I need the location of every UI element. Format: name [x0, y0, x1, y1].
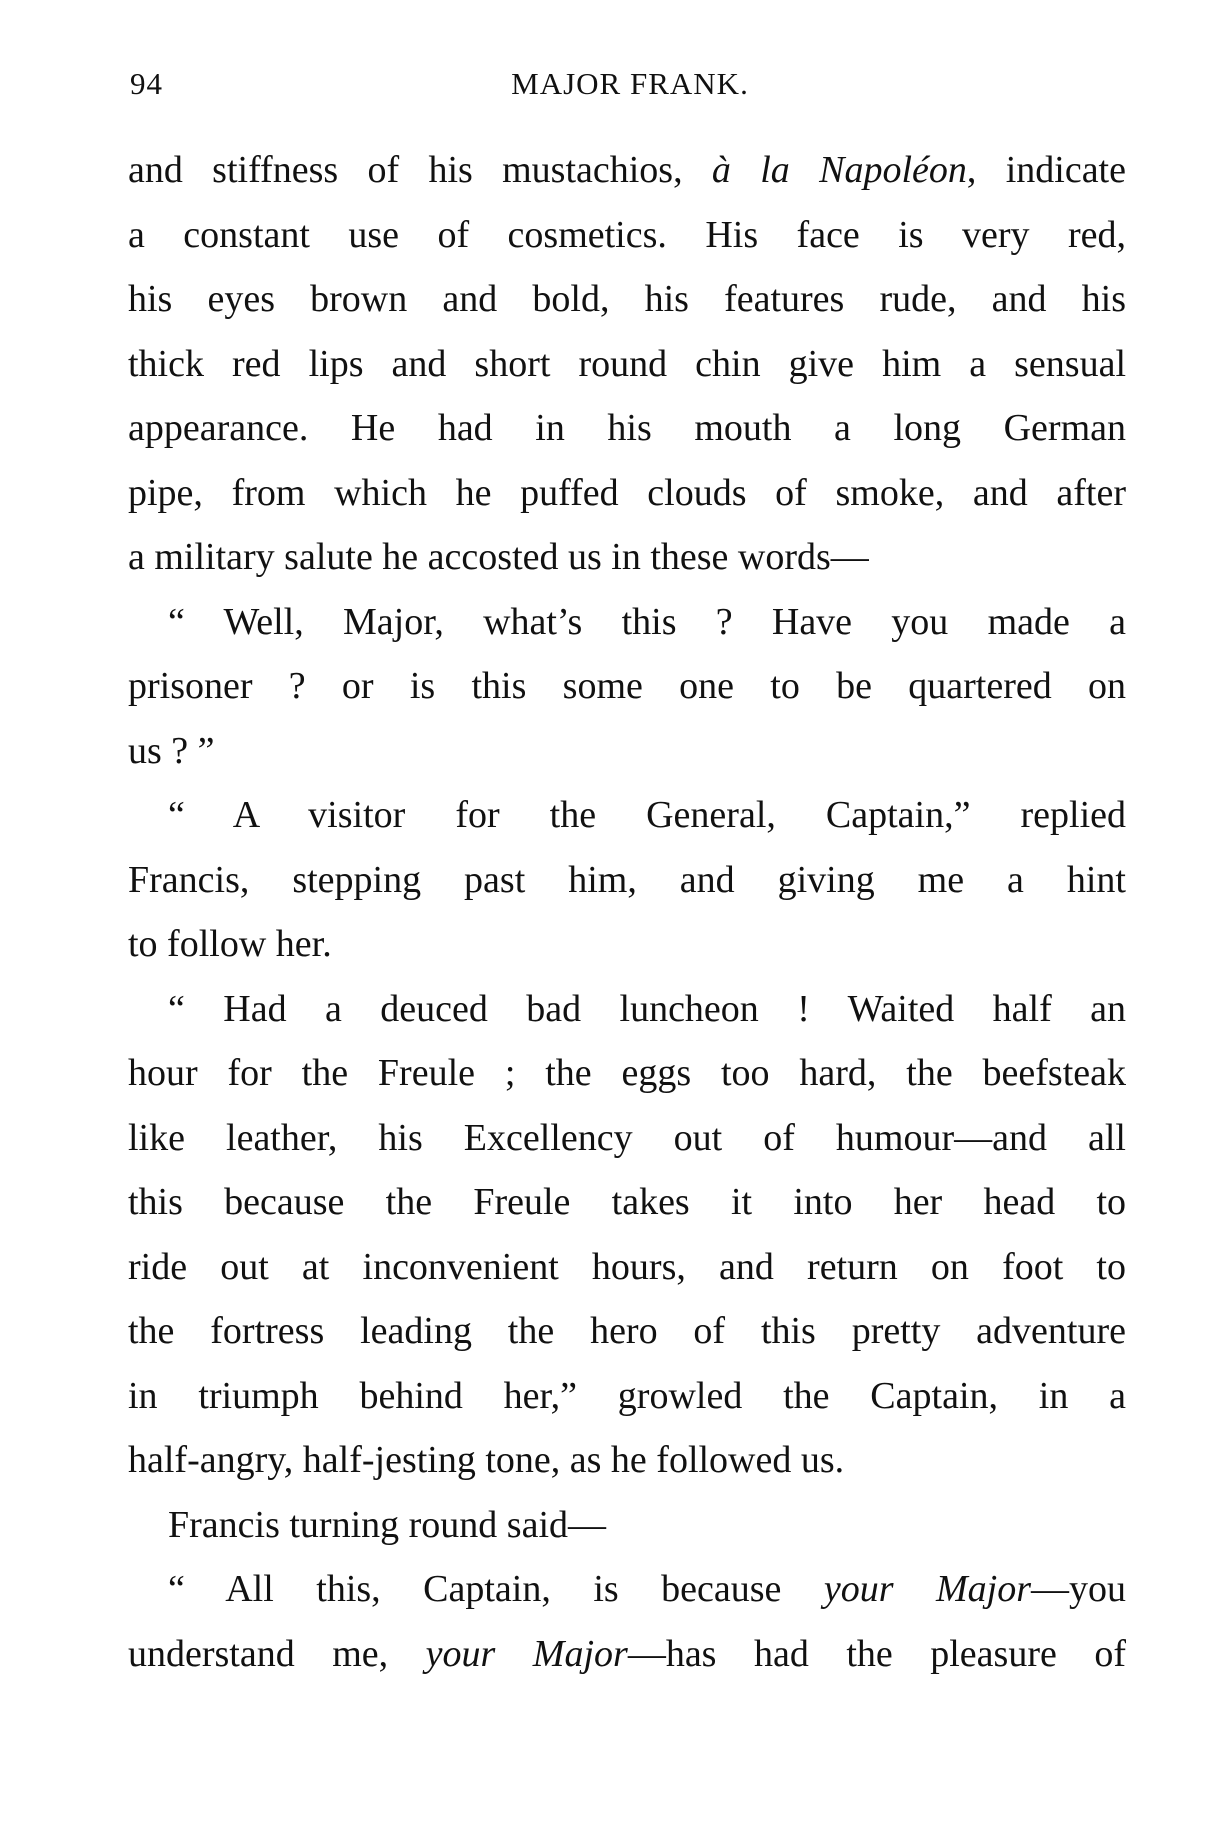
italic-phrase: à la Napoléon: [711, 149, 967, 191]
text-line: to follow her.: [128, 923, 332, 965]
text-line: Francis, stepping past him, and giving me a hint: [128, 858, 1126, 901]
text-line: his eyes brown and bold, his features rude, and his: [128, 278, 1126, 320]
text-line: half-angry, half-jesting tone, as he followed us.: [128, 1439, 845, 1481]
running-head: [130, 66, 1130, 110]
text-line: the fortress leading the hero of this pretty adventure: [128, 1310, 1126, 1352]
text-line: understand me, your Major—has had the pleasure of: [128, 1632, 1126, 1675]
text-line: this because the Freule takes it into her head to: [128, 1181, 1126, 1223]
text-line: and stiffness of his mustachios, à la Napoléon, indicate: [128, 149, 1126, 191]
text-line: pipe, from which he puffed clouds of smoke, and after: [128, 471, 1126, 514]
text-line: “ Well, Major, what’s this ? Have you made a: [168, 600, 1126, 643]
italic-phrase: your Major: [425, 1632, 628, 1675]
text-line: thick red lips and short round chin give him a sensual: [128, 342, 1126, 385]
page-number: 94: [130, 66, 163, 101]
italic-phrase: your Major: [823, 1568, 1032, 1610]
text-line: “ Had a deuced bad luncheon ! Waited half an: [168, 987, 1126, 1030]
text-line: “ All this, Captain, is because your Major—you: [168, 1568, 1126, 1610]
text-line: a military salute he accosted us in these words—: [128, 536, 869, 578]
text-line: ride out at inconvenient hours, and return on foot to: [128, 1245, 1126, 1288]
text-line: like leather, his Excellency out of humour—and all: [128, 1116, 1126, 1159]
running-title: MAJOR FRANK.: [511, 66, 749, 101]
text-line: appearance. He had in his mouth a long German: [128, 407, 1126, 449]
text-line: Francis turning round said—: [168, 1503, 607, 1546]
text-line: “ A visitor for the General, Captain,” replied: [168, 794, 1126, 836]
text-line: in triumph behind her,” growled the Captain, in a: [128, 1374, 1126, 1417]
body-text: [128, 138, 1126, 1686]
text-line: prisoner ? or is this some one to be quartered on: [128, 665, 1126, 707]
text-line: a constant use of cosmetics. His face is very red,: [128, 213, 1126, 256]
text-line: hour for the Freule ; the eggs too hard, the beefsteak: [128, 1052, 1126, 1094]
text-line: us ? ”: [128, 729, 215, 772]
